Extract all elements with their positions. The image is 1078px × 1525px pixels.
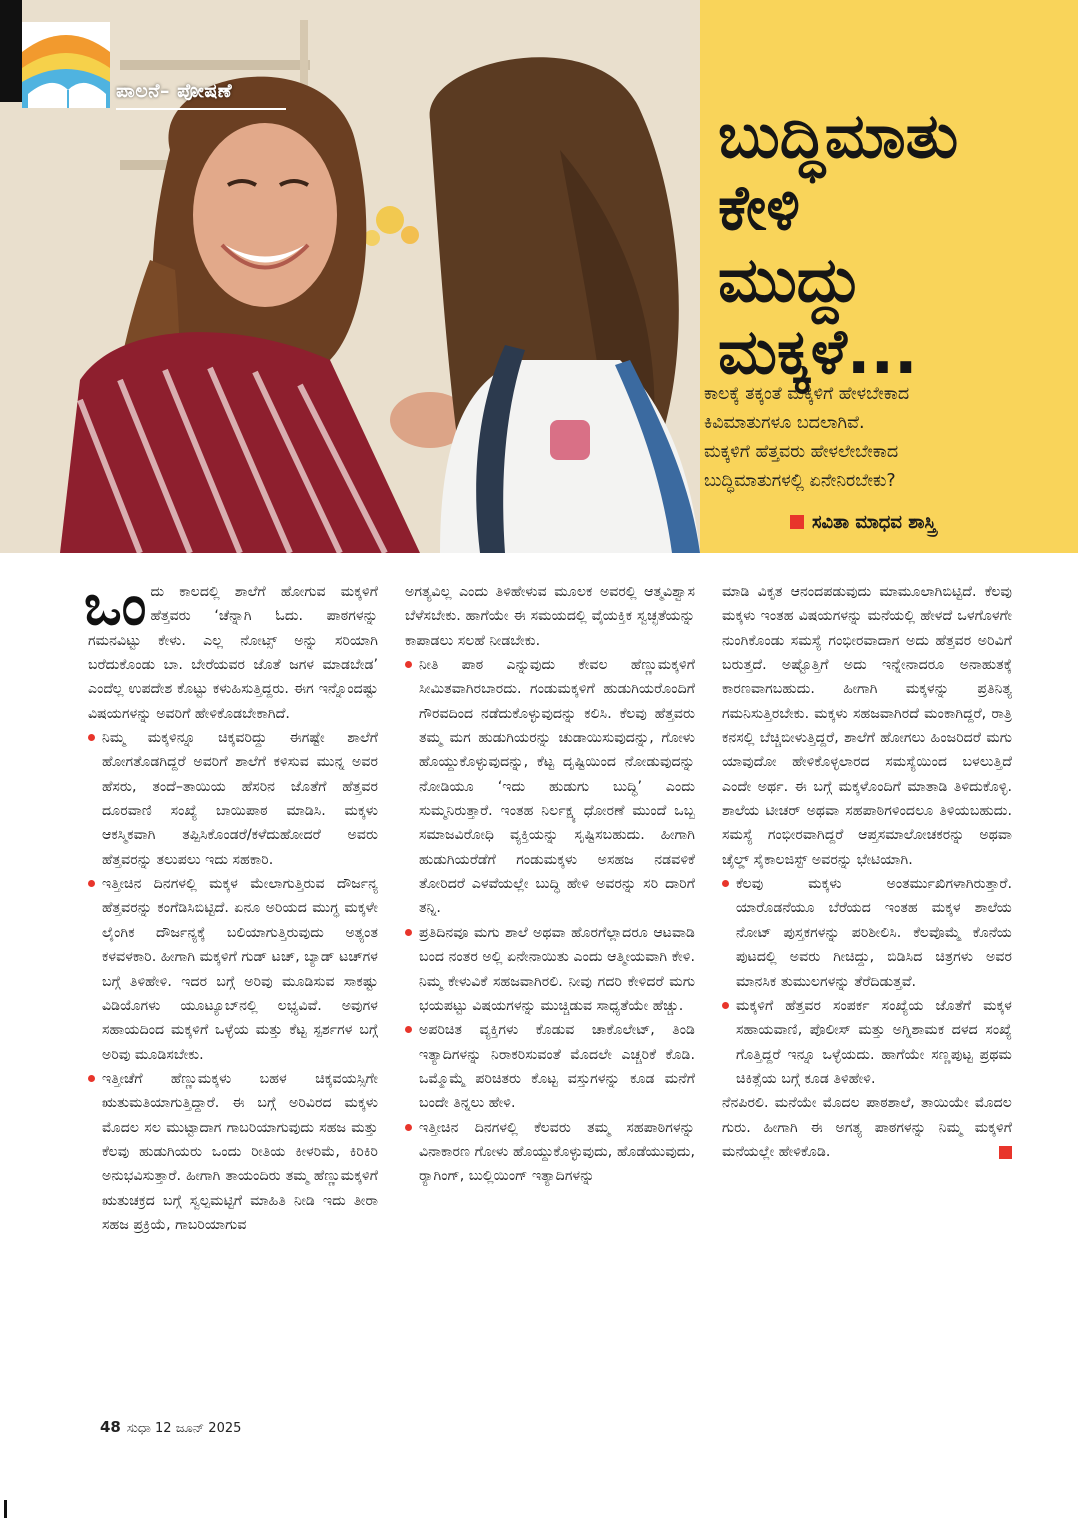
- edge-bar: [0, 0, 22, 102]
- end-mark-icon: [999, 1146, 1012, 1159]
- list-item: ಕೆಲವು ಮಕ್ಕಳು ಅಂತರ್ಮುಖಿಗಳಾಗಿರುತ್ತಾರೆ. ಯಾರೊಡನೆಯೂ ಬೆರೆಯದ ಇಂತಹ ಮಕ್ಕಳ ಶಾಲೆಯ ನೋಟ್ ಪುಸ್ತಕಗಳನ್ನು ಪರಿಶೀಲಿಸಿ. ಕೆಲವೊಮ್ಮೆ ಕೊನೆಯ ಪುಟದಲ್ಲಿ ಅವರು ಗೀಚಿದ್ದು, ಬಿಡಿಸಿದ ಚಿತ್ರಗಳು ಅವರ ಮಾನಸಿಕ ತುಮುಲಗಳನ್ನು ತೆರೆದಿಡುತ್ತವೆ.: [722, 872, 1012, 994]
- title-line: ಕೇಳಿ: [718, 171, 801, 244]
- title-line: ಬುದ್ಧಿಮಾತು: [718, 99, 959, 172]
- article-column-3: [722, 580, 1012, 1164]
- list-item: ಇತ್ತೀಚಿನ ದಿನಗಳಲ್ಲಿ ಕೆಲವರು ತಮ್ಮ ಸಹಪಾಠಿಗಳನ್ನು ವಿನಾಕಾರಣ ಗೋಳು ಹೊಯ್ದುಕೊಳ್ಳುವುದು, ಹೊಡೆಯುವುದು, ರ್‍ಯಾಗಿಂಗ್, ಬುಲ್ಲಿಯಿಂಗ್ ಇತ್ಯಾದಿಗಳನ್ನು: [405, 1116, 695, 1189]
- intro-paragraph: ಒಂದು ಕಾಲದಲ್ಲಿ ಶಾಲೆಗೆ ಹೋಗುವ ಮಕ್ಕಳಿಗೆ ಹೆತ್ತವರು ‘ಚೆನ್ನಾಗಿ ಓದು. ಪಾಠಗಳನ್ನು ಗಮನವಿಟ್ಟು ಕೇಳು. ಎಲ್ಲ ನೋಟ್ಸ್ ಅನ್ನು ಸರಿಯಾಗಿ ಬರೆದುಕೊಂಡು ಬಾ. ಬೇರೆಯವರ ಜೊತೆ ಜಗಳ ಮಾಡಬೇಡ’ ಎಂದೆಲ್ಲ ಉಪದೇಶ ಕೊಟ್ಟು ಕಳುಹಿಸುತ್ತಿದ್ದರು. ಈಗ ಇನ್ನೊಂದಷ್ಟು ವಿಷಯಗಳನ್ನು ಅವರಿಗೆ ಹೇಳಿಕೊಡಬೇಕಾಗಿದೆ.: [84, 573, 378, 722]
- article-column-1: [84, 573, 378, 1237]
- article-column-2: [405, 580, 695, 1189]
- list-item: ಅಪರಿಚಿತ ವ್ಯಕ್ತಿಗಳು ಕೊಡುವ ಚಾಕೊಲೇಟ್, ತಿಂಡಿ ಇತ್ಯಾದಿಗಳನ್ನು ನಿರಾಕರಿಸುವಂತೆ ಮೊದಲೇ ಎಚ್ಚರಿಕೆ ಕೊಡಿ. ಒಮ್ಮೊಮ್ಮೆ ಪರಿಚಿತರು ಕೊಟ್ಟ ವಸ್ತುಗಳನ್ನು ಕೂಡ ಮನೆಗೆ ಬಂದೇ ತಿನ್ನಲು ಹೇಳಿ.: [405, 1018, 695, 1115]
- byline: [790, 512, 936, 533]
- list-item: ಪ್ರತಿದಿನವೂ ಮಗು ಶಾಲೆ ಅಥವಾ ಹೊರಗೆಲ್ಲಾದರೂ ಆಟವಾಡಿ ಬಂದ ನಂತರ ಅಲ್ಲಿ ಏನೇನಾಯಿತು ಎಂದು ಆತ್ಮೀಯವಾಗಿ ಕೇಳಿ. ನಿಮ್ಮ ಕೇಳುವಿಕೆ ಸಹಜವಾಗಿರಲಿ. ನೀವು ಗದರಿ ಕೇಳಿದರೆ ಮಗು ಭಯಪಟ್ಟು ವಿಷಯಗಳನ್ನು ಮುಚ್ಚಿಡುವ ಸಾಧ್ಯತೆಯೇ ಹೆಚ್ಚು.: [405, 921, 695, 1018]
- subtitle-line: ಕಾಲಕ್ಕೆ ತಕ್ಕಂತೆ ಮಕ್ಕಳಿಗೆ ಹೇಳಬೇಕಾದ: [704, 384, 910, 404]
- section-logo-icon: [22, 22, 110, 108]
- section-tag: ಪಾಲನೆ– ಪೋಷಣೆ: [116, 80, 233, 102]
- hero-band: [0, 0, 1078, 553]
- title-line: ಮಕ್ಕಳೆ...: [718, 315, 918, 388]
- article-title: [718, 100, 1068, 388]
- list-item: ಮಕ್ಕಳಿಗೆ ಹೆತ್ತವರ ಸಂಪರ್ಕ ಸಂಖ್ಯೆಯ ಜೊತೆಗೆ ಮಕ್ಕಳ ಸಹಾಯವಾಣಿ, ಪೊಲೀಸ್ ಮತ್ತು ಅಗ್ನಿಶಾಮಕ ದಳದ ಸಂಖ್ಯೆ ಗೊತ್ತಿದ್ದರೆ ಇನ್ನೂ ಒಳ್ಳೆಯದು. ಹಾಗೆಯೇ ಸಣ್ಣಪುಟ್ಟ ಪ್ರಥಮ ಚಿಕಿತ್ಸೆಯ ಬಗ್ಗೆ ಕೂಡ ತಿಳಿಹೇಳಿ.: [722, 994, 1012, 1091]
- list-item: ನೀತಿ ಪಾಠ ಎನ್ನುವುದು ಕೇವಲ ಹೆಣ್ಣುಮಕ್ಕಳಿಗೆ ಸೀಮಿತವಾಗಿರಬಾರದು. ಗಂಡುಮಕ್ಕಳಿಗೆ ಹುಡುಗಿಯರೊಂದಿಗೆ ಗೌರವದಿಂದ ನಡೆದುಕೊಳ್ಳುವುದನ್ನು ಕಲಿಸಿ. ಕೆಲವು ಹೆತ್ತವರು ತಮ್ಮ ಮಗ ಹುಡುಗಿಯರನ್ನು ಚುಡಾಯಿಸುವುದನ್ನು, ಗೋಳು ಹೊಯ್ದುಕೊಳ್ಳುವುದನ್ನು, ಕೆಟ್ಟ ದೃಷ್ಟಿಯಿಂದ ನೋಡುವುದನ್ನು ನೋಡಿಯೂ ‘ಇದು ಹುಡುಗು ಬುದ್ಧಿ’ ಎಂದು ಸುಮ್ಮನಿರುತ್ತಾರೆ. ಇಂತಹ ನಿರ್ಲಕ್ಷ್ಯ ಧೋರಣೆ ಮುಂದೆ ಒಬ್ಬ ಸಮಾಜವಿರೋಧಿ ವ್ಯಕ್ತಿಯನ್ನು ಸೃಷ್ಟಿಸಬಹುದು. ಹೀಗಾಗಿ ಹುಡುಗಿಯರೆಡೆಗೆ ಗಂಡುಮಕ್ಕಳು ಅಸಹಜ ನಡವಳಿಕೆ ತೋರಿದರೆ ಎಳವೆಯಲ್ಲೇ ಬುದ್ಧಿ ಹೇಳಿ ಅವರನ್ನು ಸರಿ ದಾರಿಗೆ ತನ್ನಿ.: [405, 653, 695, 921]
- list-item: ನಿಮ್ಮ ಮಕ್ಕಳಿನ್ನೂ ಚಿಕ್ಕವರಿದ್ದು ಈಗಷ್ಟೇ ಶಾಲೆಗೆ ಹೋಗತೊಡಗಿದ್ದರೆ ಅವರಿಗೆ ಶಾಲೆಗೆ ಕಳಿಸುವ ಮುನ್ನ ಅವರ ಹೆಸರು, ತಂದೆ–ತಾಯಿಯ ಹೆಸರಿನ ಜೊತೆಗೆ ಹೆತ್ತವರ ದೂರವಾಣಿ ಸಂಖ್ಯೆ ಬಾಯಿಪಾಠ ಮಾಡಿಸಿ. ಮಕ್ಕಳು ಆಕಸ್ಮಿಕವಾಗಿ ತಪ್ಪಿಸಿಕೊಂಡರೆ/ಕಳೆದುಹೋದರೆ ಅವರು ಹೆತ್ತವರನ್ನು ತಲುಪಲು ಇದು ಸಹಕಾರಿ.: [88, 726, 378, 872]
- author-name: ಸವಿತಾ ಮಾಧವ ಶಾಸ್ತ್ರಿ: [812, 512, 937, 533]
- subtitle-line: ಬುದ್ಧಿಮಾತುಗಳಲ್ಲಿ ಏನೇನಿರಬೇಕು?: [704, 471, 896, 491]
- article-subtitle: [704, 380, 1064, 496]
- paragraph: ಅಗತ್ಯವಿಲ್ಲ ಎಂದು ತಿಳಿಹೇಳುವ ಮೂಲಕ ಅವರಲ್ಲಿ ಆತ್ಮವಿಶ್ವಾಸ ಬೆಳೆಸಬೇಕು. ಹಾಗೆಯೇ ಈ ಸಮಯದಲ್ಲಿ ವೈಯಕ್ತಿಕ ಸ್ವಚ್ಛತೆಯನ್ನು ಕಾಪಾಡಲು ಸಲಹೆ ನೀಡಬೇಕು.: [405, 584, 695, 649]
- paragraph: ಮಾಡಿ ವಿಕೃತ ಆನಂದಪಡುವುದು ಮಾಮೂಲಾಗಿಬಿಟ್ಟಿದೆ. ಕೆಲವು ಮಕ್ಕಳು ಇಂತಹ ವಿಷಯಗಳನ್ನು ಮನೆಯಲ್ಲಿ ಹೇಳದೆ ಒಳಗೊಳಗೇ ನುಂಗಿಕೊಂಡು ಸಮಸ್ಯೆ ಗಂಭೀರವಾದಾಗ ಅದು ಹೆತ್ತವರ ಅರಿವಿಗೆ ಬರುತ್ತದೆ. ಅಷ್ಟೊತ್ತಿಗೆ ಅದು ಇನ್ನೇನಾದರೂ ಅನಾಹುತಕ್ಕೆ ಕಾರಣವಾಗಬಹುದು. ಹೀಗಾಗಿ ಮಕ್ಕಳನ್ನು ಪ್ರತಿನಿತ್ಯ ಗಮನಿಸುತ್ತಿರಬೇಕು. ಮಕ್ಕಳು ಸಹಜವಾಗಿರದೆ ಮಂಕಾಗಿದ್ದರೆ, ರಾತ್ರಿ ಕನಸಲ್ಲಿ ಬೆಚ್ಚಿಬೀಳುತ್ತಿದ್ದರೆ, ಶಾಲೆಗೆ ಹೋಗಲು ಹಿಂಜರಿದರೆ ಮಗು ಯಾವುದೋ ಹೇಳಿಕೊಳ್ಳಲಾರದ ಸಮಸ್ಯೆಯಿಂದ ಬಳಲುತ್ತಿದೆ ಎಂದೇ ಅರ್ಥ. ಈ ಬಗ್ಗೆ ಮಕ್ಕಳೊಂದಿಗೆ ಮಾತಾಡಿ ತಿಳಿದುಕೊಳ್ಳಿ. ಶಾಲೆಯ ಟೀಚರ್ ಅಥವಾ ಸಹಪಾಠಿಗಳಿಂದಲೂ ತಿಳಿಯಬಹುದು. ಸಮಸ್ಯೆ ಗಂಭೀರವಾಗಿದ್ದರೆ ಆಪ್ತಸಮಾಲೋಚಕರನ್ನು ಅಥವಾ ಚೈಲ್ಡ್ ಸೈಕಾಲಜಿಸ್ಟ್ ಅವರನ್ನು ಭೇಟಿಯಾಗಿ.: [722, 584, 1012, 868]
- byline-marker-icon: [790, 515, 804, 529]
- list-item: ಇತ್ತೀಚೆಗೆ ಹೆಣ್ಣುಮಕ್ಕಳು ಬಹಳ ಚಿಕ್ಕವಯಸ್ಸಿಗೇ ಋತುಮತಿಯಾಗುತ್ತಿದ್ದಾರೆ. ಈ ಬಗ್ಗೆ ಅರಿವಿರದ ಮಕ್ಕಳು ಮೊದಲ ಸಲ ಮುಟ್ಟಾದಾಗ ಗಾಬರಿಯಾಗುವುದು ಸಹಜ ಮತ್ತು ಕೆಲವು ಹುಡುಗಿಯರು ಒಂದು ರೀತಿಯ ಕೀಳರಿಮೆ, ಕಿರಿಕಿರಿ ಅನುಭವಿಸುತ್ತಾರೆ. ಹೀಗಾಗಿ ತಾಯಂದಿರು ತಮ್ಮ ಹೆಣ್ಣುಮಕ್ಕಳಿಗೆ ಋತುಚಕ್ರದ ಬಗ್ಗೆ ಸ್ವಲ್ಪಮಟ್ಟಿಗೆ ಮಾಹಿತಿ ನೀಡಿ ಇದು ತೀರಾ ಸಹಜ ಪ್ರಕ್ರಿಯೆ, ಗಾಬರಿಯಾಗುವ: [88, 1067, 378, 1237]
- drop-cap: ಒಂ: [84, 573, 147, 638]
- subtitle-line: ಮಕ್ಕಳಿಗೆ ಹೆತ್ತವರು ಹೇಳಲೇಬೇಕಾದ: [704, 442, 899, 462]
- page-footer: [100, 1418, 241, 1436]
- title-line: ಮುದ್ದು: [718, 243, 863, 316]
- list-item: ಇತ್ತೀಚಿನ ದಿನಗಳಲ್ಲಿ ಮಕ್ಕಳ ಮೇಲಾಗುತ್ತಿರುವ ದೌರ್ಜನ್ಯ ಹೆತ್ತವರನ್ನು ಕಂಗೆಡಿಸಿಬಿಟ್ಟಿದೆ. ಏನೂ ಅರಿಯದ ಮುಗ್ಧ ಮಕ್ಕಳೇ ಲೈಂಗಿಕ ದೌರ್ಜನ್ಯಕ್ಕೆ ಬಲಿಯಾಗುತ್ತಿರುವುದು ಅತ್ಯಂತ ಕಳವಳಕಾರಿ. ಹೀಗಾಗಿ ಮಕ್ಕಳಿಗೆ ಗುಡ್ ಟಚ್, ಬ್ಯಾಡ್ ಟಚ್‌ಗಳ ಬಗ್ಗೆ ತಿಳಿಹೇಳಿ. ಇದರ ಬಗ್ಗೆ ಅರಿವು ಮೂಡಿಸುವ ಸಾಕಷ್ಟು ವಿಡಿಯೊಗಳು ಯೂಟ್ಯೂಬ್‌ನಲ್ಲಿ ಲಭ್ಯವಿವೆ. ಅವುಗಳ ಸಹಾಯದಿಂದ ಮಕ್ಕಳಿಗೆ ಒಳ್ಳೆಯ ಮತ್ತು ಕೆಟ್ಟ ಸ್ಪರ್ಶಗಳ ಬಗ್ಗೆ ಅರಿವು ಮೂಡಿಸಬೇಕು.: [88, 872, 378, 1067]
- section-underline: [116, 108, 286, 110]
- issue-label: ಸುಧಾ 12 ಜೂನ್ 2025: [126, 1421, 242, 1436]
- crop-mark: [4, 1500, 7, 1518]
- closing-paragraph: ನೆನಪಿರಲಿ. ಮನೆಯೇ ಮೊದಲ ಪಾಠಶಾಲೆ, ತಾಯಿಯೇ ಮೊದಲ ಗುರು. ಹೀಗಾಗಿ ಈ ಅಗತ್ಯ ಪಾಠಗಳನ್ನು ನಿಮ್ಮ ಮಕ್ಕಳಿಗೆ ಮನೆಯಲ್ಲೇ ಹೇಳಿಕೊಡಿ.: [722, 1095, 1012, 1160]
- page-number: 48: [100, 1418, 121, 1436]
- subtitle-line: ಕಿವಿಮಾತುಗಳೂ ಬದಲಾಗಿವೆ.: [704, 413, 865, 433]
